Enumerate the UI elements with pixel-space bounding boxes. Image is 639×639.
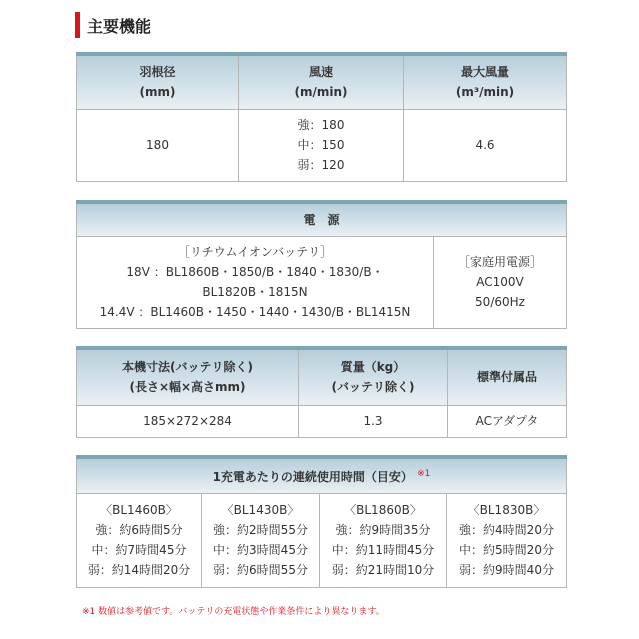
header-power: 電 源: [77, 202, 567, 236]
accessories-value: ACアダプタ: [448, 405, 567, 437]
section-title-text: 主要機能: [87, 16, 152, 36]
runtime-bl1460b: 〈BL1460B〉 強：約6時間5分 中：約7時間45分 弱：約14時間20分: [77, 493, 202, 587]
runtime-bl1830b: 〈BL1830B〉 強：約4時間20分 中：約5時間20分 弱：約9時間40分: [447, 493, 567, 587]
power-table: [76, 200, 567, 329]
dimensions-table: [76, 346, 567, 438]
wind-speed-values: 強：180 中：150 弱：120: [239, 109, 404, 181]
max-airflow-value: 4.6: [404, 109, 567, 181]
header-max-airflow: 最大風量 (m³/min): [404, 54, 567, 109]
title-accent-bar: [75, 12, 80, 38]
runtime-table: [76, 455, 567, 588]
header-weight: 質量（kg） (バッテリ除く): [299, 348, 448, 405]
dimensions-value: 185×272×284: [77, 405, 299, 437]
section-title: [75, 12, 151, 38]
runtime-bl1860b: 〈BL1860B〉 強：約9時間35分 中：約11時間45分 弱：約21時間10分: [320, 493, 447, 587]
footnote-marker: ※1: [417, 469, 431, 480]
main-specs-table: [76, 52, 567, 182]
footnote: ※1 数値は参考値です。バッテリの充電状態や作業条件により異なります。: [82, 607, 385, 617]
header-wind-speed: 風速 (m/min): [239, 54, 404, 109]
header-dimensions: 本機寸法(バッテリ除く) (長さ×幅×高さmm): [77, 348, 299, 405]
header-blade-diameter: 羽根径 (mm): [77, 54, 239, 109]
weight-value: 1.3: [299, 405, 448, 437]
header-accessories: 標準付属品: [448, 348, 567, 405]
header-runtime: 1充電あたりの連続使用時間（目安） $^{※1}$: [77, 457, 567, 493]
runtime-bl1430b: 〈BL1430B〉 強：約2時間55分 中：約3時間45分 弱：約6時間55分: [202, 493, 320, 587]
blade-diameter-value: 180: [77, 109, 239, 181]
ac-power: ［家庭用電源］ AC100V 50/60Hz: [434, 236, 567, 328]
battery-list: ［リチウムイオンバッテリ］ 18V ：BL1860B・1850/B・1840・1830/B・ BL1820B・1815N 14.4V ：BL1460B・1450・1440・1430/B・BL1415N: [77, 236, 434, 328]
